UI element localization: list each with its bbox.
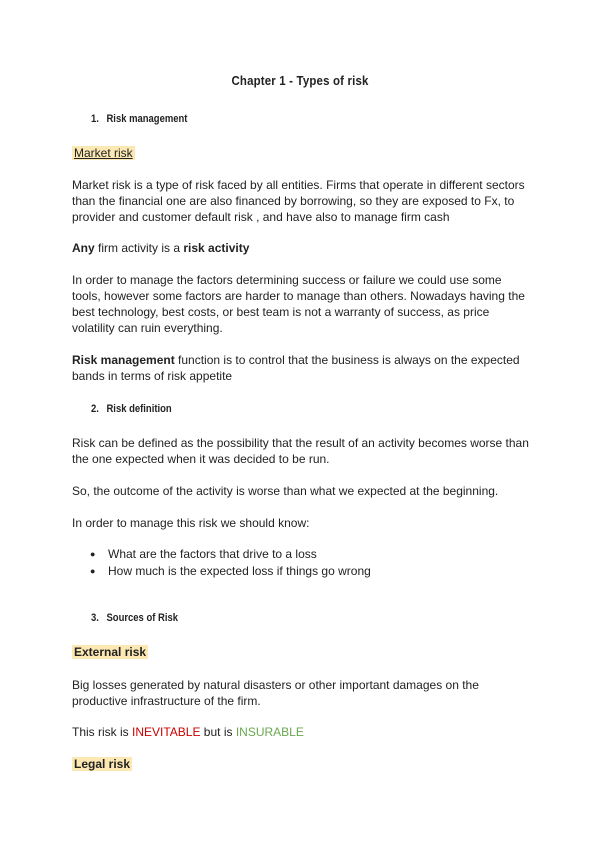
bullet-icon: ● [90,549,96,559]
external-risk-heading [72,644,530,660]
factors-paragraph: In order to manage the factors determining success or failure we could use some tools, however some factors are harder to manage than others. Nowadays having the best technology, best costs, or best team is not a warranty of success, as price volatility can ruin everything. [72,273,525,335]
inevitable-text: INEVITABLE [132,725,201,739]
risk-activity-bold: risk activity [183,241,250,255]
outcome-paragraph: So, the outcome of the activity is worse than what we expected at the beginning. [72,484,499,498]
risk-management-bold: Risk management [72,353,175,367]
external-risk-label: External risk [74,645,147,659]
section-label: Sources of Risk [106,612,178,624]
bullet-list [90,546,371,580]
bullet-icon: ● [90,566,96,576]
risk-management-paragraph [72,352,530,384]
list-item: ● How much is the expected loss if things go wrong [90,564,371,578]
insurable-line: This risk is INEVITABLE but is INSURABLE [72,725,304,739]
section-number: 2. [91,403,99,415]
definition-paragraph: Risk can be defined as the possibility that the result of an activity becomes worse than the one expected when it was decided to be run. [72,436,529,466]
legal-risk-heading [72,756,530,772]
legal-risk-label: Legal risk [74,757,131,771]
section-label: Risk management [106,113,188,125]
insurable-text: INSURABLE [235,725,304,739]
market-risk-paragraph: Market risk is a type of risk faced by all entities. Firms that operate in different sectors than the financial one are also financed by borrowing, so they are exposed to Fx, to provider and customer default risk , and have also to manage firm cash [72,178,525,224]
external-risk-paragraph: Big losses generated by natural disasters or other important damages on the productive infrastructure of the firm. [72,678,479,708]
section-heading-risk-definition [91,403,172,415]
section-heading-sources-of-risk [91,612,178,624]
market-risk-label: Market risk [74,146,133,160]
any-activity-line [72,240,530,256]
any-bold: Any [72,241,95,255]
market-risk-heading [72,145,530,161]
page-title: Chapter 1 - Types of risk [231,73,369,88]
section-heading-risk-management [91,113,187,125]
section-number: 3. [91,612,99,624]
any-mid: firm activity is a [94,241,184,255]
manage-paragraph: In order to manage this risk we should know: [72,516,310,530]
risk-management-text: function is to control that the business is always on the expected bands in terms of risk appetite [72,353,520,383]
list-item: ● What are the factors that drive to a loss [90,547,317,561]
section-number: 1. [91,113,99,125]
section-label: Risk definition [106,403,172,415]
